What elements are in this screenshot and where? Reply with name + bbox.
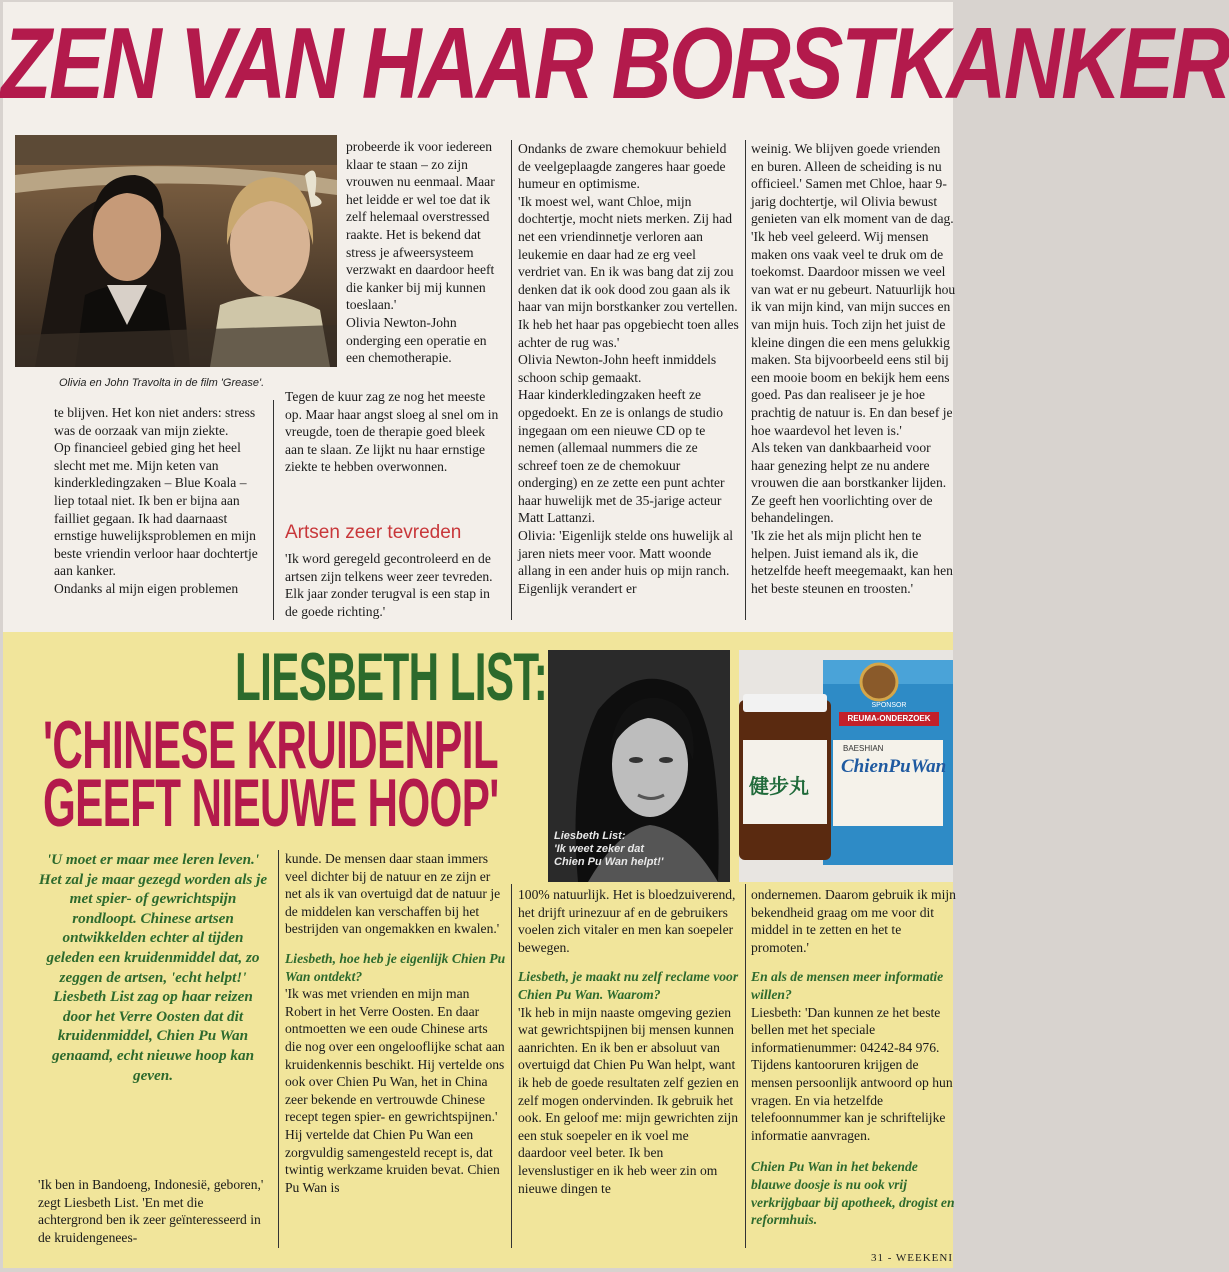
box-sponsor-label: SPONSOR — [871, 702, 907, 709]
jar-characters-label: 健步丸 — [749, 774, 809, 798]
liesbeth-list-photo — [548, 650, 730, 882]
box-column-3-text-b: 'Ik heb in mijn naaste omgeving gezien wat gewrichtspijnen bij mensen kunnen aanrichten. En ik ben er absoluut van overtuigd dat Chien Pu Wan helpt, want ik heb de goede resultaten zelf gezien en zelf mogen ondervinden. Ik gebruik het ook. En geloof me: mijn gewrichten zijn een stuk soepeler en ik voel me daardoor veel beter. Ik ben levenslustiger en ik heb weer zin om nieuwe dingen te — [518, 1004, 739, 1196]
box-closing-note: Chien Pu Wan in het bekende blauwe doosje is nu ook vrij verkrijgbaar bij apotheek, drogist en reformhuis. — [751, 1159, 955, 1228]
grease-film-photo — [15, 135, 337, 367]
column-rule-box — [745, 884, 746, 1248]
box-title-line-2: 'CHINESE KRUIDENPIL — [43, 707, 499, 783]
box-column-4 — [751, 886, 956, 1229]
photo-caption-line-2: 'Ik weet zeker dat — [554, 843, 645, 855]
top-column-2-text-c: 'Ik word geregeld gecontroleerd en de artsen zijn telkens weer zeer tevreden. Elk jaar zonder terugval is een stap in de goede richting.' — [285, 551, 493, 619]
liesbeth-photo-caption — [554, 830, 663, 869]
box-brand-label: ChienPuWan — [841, 756, 947, 777]
subhead-artsen: Artsen zeer tevreden — [285, 522, 462, 543]
advertorial-box — [3, 632, 956, 1268]
top-column-1 — [54, 404, 262, 598]
box-column-1 — [38, 1176, 268, 1246]
column-rule-top — [745, 140, 746, 620]
magazine-page — [1, 2, 1229, 1268]
top-column-3 — [518, 140, 740, 597]
column-rule-box — [278, 850, 279, 1248]
photo-caption-line-1: Liesbeth List: — [554, 830, 626, 842]
box-lead-paragraph: 'U moet er maar mee leren leven.' Het zal je maar gezegd worden als je met spier- of gewrichtspijn rondloopt. Chinese artsen ontwikkelden echter al tijden geleden een kruidenmiddel dat, zo zeggen de artsen, 'echt helpt!' Liesbeth List zag op haar reizen door het Verre Oosten dat dit kruidenmiddel, Chien Pu Wan genaamd, echt nieuwe hoop kan geven. — [38, 851, 268, 1084]
box-title-line-1: LIESBETH LIST: — [235, 639, 548, 715]
box-column-3 — [518, 886, 740, 1197]
top-column-2-text-a: probeerde ik voor iedereen klaar te staan – zo zijn vrouwen nu eenmaal. Maar het leidde er wel toe dat ik zelf helemaal overstressed raakte. Het is bekend dat stress je afweersysteem verzwakt en daardoor heeft die kanker bij mij kunnen toeslaan.' Olivia Newton-John onderging een operatie en een chemotherapie. — [346, 139, 495, 366]
grease-film-still-image — [15, 135, 337, 367]
box-column-2-text-a: kunde. De mensen daar staan immers veel dichter bij de natuur en ze zijn er net als ik van overtuigd dat de natuur je de middelen kan verschaffen bij het bestrijden van ongemakken en kwalen.' — [285, 851, 501, 937]
top-column-2b — [285, 388, 505, 476]
box-maker-label: BAESHIAN — [843, 744, 884, 753]
box-question-1: Liesbeth, hoe heb je eigenlijk Chien Pu Wan ontdekt? — [285, 950, 506, 984]
grease-photo-caption: Olivia en John Travolta in de film 'Grease'. — [59, 377, 265, 389]
page-footer: 31 - WEEKENI — [870, 1252, 953, 1264]
top-column-2-text-b: Tegen de kuur zag ze nog het meeste op. Maar haar angst sloeg al snel om in vreugde, toen de therapie goed bleek aan te slaan. Ze lijkt nu haar ernstige ziekte te hebben overwonnen. — [285, 389, 499, 475]
chien-pu-wan-product-photo — [739, 650, 953, 882]
photo-caption-line-3: Chien Pu Wan helpt!' — [554, 856, 664, 868]
box-banner-label: REUMA-ONDERZOEK — [847, 714, 931, 723]
box-column-3-text-a: 100% natuurlijk. Het is bloedzuiverend, het drijft urinezuur af en de gebruikers voelen zich vitaler en men kan soepeler bewegen. — [518, 887, 736, 955]
box-column-2-text-b: 'Ik was met vrienden en mijn man Robert in het Verre Oosten. En daar ontmoetten we een oude Chinese arts die nog over een ongelooflijke schat aan kruidenkennis beschikt. Hij vertelde ons ook over Chien Pu Wan, het in China zeer bekende en vertrouwde Chinese recept tegen spier- en gewrichtspijnen.' Hij vertelde dat Chien Pu Wan een zorgvuldig samengesteld recept is, dat twintig werkzame kruiden bevat. Chien Pu Wan is — [285, 986, 505, 1195]
top-column-2 — [346, 138, 506, 367]
top-column-3-text: Ondanks de zware chemokuur behield de veelgeplaagde zangeres haar goede humeur en optimisme. 'Ik moest wel, want Chloe, mijn dochtertje, mocht niets merken. Zij had net een vriendinnetje verloren aan leukemie en daar had ze erg veel verdriet van. En ik was bang dat zij zou denken dat ik ook dood zou gaan als ik haar van mijn borstkanker zou vertellen. Ik heb het haar pas opgebiecht toen alles achter de rug was.' Olivia Newton-John heeft inmiddels schoon schip gemaakt. Haar kinderkledingzaken heeft ze opgedoekt. En ze is onlangs de studio ingegaan om een nieuwe CD op te nemen (allemaal nummers die ze schreef toen ze de chemokuur onderging) en ze zette een punt achter haar huwelijk met de 35-jarige acteur Matt Lattanzi. Olivia: 'Eigenlijk stelde ons huwelijk al jaren niets meer voor. Matt woonde allang in een ander huis op mijn ranch. Eigenlijk verandert er — [518, 141, 739, 596]
article-headline: ZEN VAN HAAR BORSTKANKER — [1, 8, 1229, 120]
top-column-1-text: te blijven. Het kon niet anders: stress was de oorzaak van mijn ziekte. Op financieel gebied ging het heel slecht met me. Mijn keten van kinderkledingzaken – Blue Koala – liep totaal niet. Ik ben er bijna aan failliet gegaan. Ik had daarnaast ernstige huwelijksproblemen en mijn beste vriendin verloor haar dochtertje aan kanker. Ondanks al mijn eigen problemen — [54, 405, 258, 596]
top-column-4 — [751, 140, 956, 597]
box-column-1-text: 'Ik ben in Bandoeng, Indonesië, geboren,' zegt Liesbeth List. 'En met die achtergrond ben ik zeer geïnteresseerd in de kruidengenees- — [38, 1177, 264, 1245]
column-rule-box — [511, 884, 512, 1248]
box-question-3: En als de mensen meer informatie willen? — [751, 969, 944, 1002]
box-column-2 — [285, 850, 507, 1196]
box-question-2: Liesbeth, je maakt nu zelf reclame voor Chien Pu Wan. Waarom? — [518, 969, 739, 1002]
box-title-line-3: GEEFT NIEUWE HOOP' — [43, 765, 499, 841]
column-rule-top — [273, 400, 274, 620]
top-column-2c — [285, 550, 505, 620]
column-rule-top — [511, 140, 512, 620]
box-column-4-text-a: ondernemen. Daarom gebruik ik mijn bekendheid graag om me voor dit middel in te zetten en het te promoten.' — [751, 887, 956, 955]
top-column-4-text: weinig. We blijven goede vrienden en buren. Alleen de scheiding is nu officieel.' Samen met Chloe, haar 9-jarig dochtertje, wil Olivia bewust genieten van elk moment van de dag. 'Ik heb veel geleerd. Wij mensen maken ons vaak veel te druk om de toekomst. Daardoor missen we veel van wat er nu gebeurt. Natuurlijk hou ik van mijn kind, van mijn succes en van mijn huis. Toch zijn het juist de kleine dingen die een mens gelukkig maken. Sta bijvoorbeeld eens stil bij een mooie boom en bekijk hem eens goed. Pas dan realiseer je je hoe prachtig de natuur is. En dan besef je hoe waardevol het leven is.' Als teken van dankbaarheid voor haar genezing helpt ze nu andere vrouwen die aan borstkanker lijden. Ze geeft hen voorlichting over de behandelingen. 'Ik zie het als mijn plicht hen te helpen. Juist iemand als ik, die hetzelfde heeft meegemaakt, kan hen het beste steunen en troosten.' — [751, 141, 956, 596]
box-column-4-text-b: Liesbeth: 'Dan kunnen ze het beste bellen met het speciale informatienummer: 04242-84 976. Tijdens kantooruren krijgen de mensen persoonlijk antwoord op hun vragen. En via hetzelfde telefoonnummer kan je schriftelijke informatie aanvragen. — [751, 1004, 953, 1143]
